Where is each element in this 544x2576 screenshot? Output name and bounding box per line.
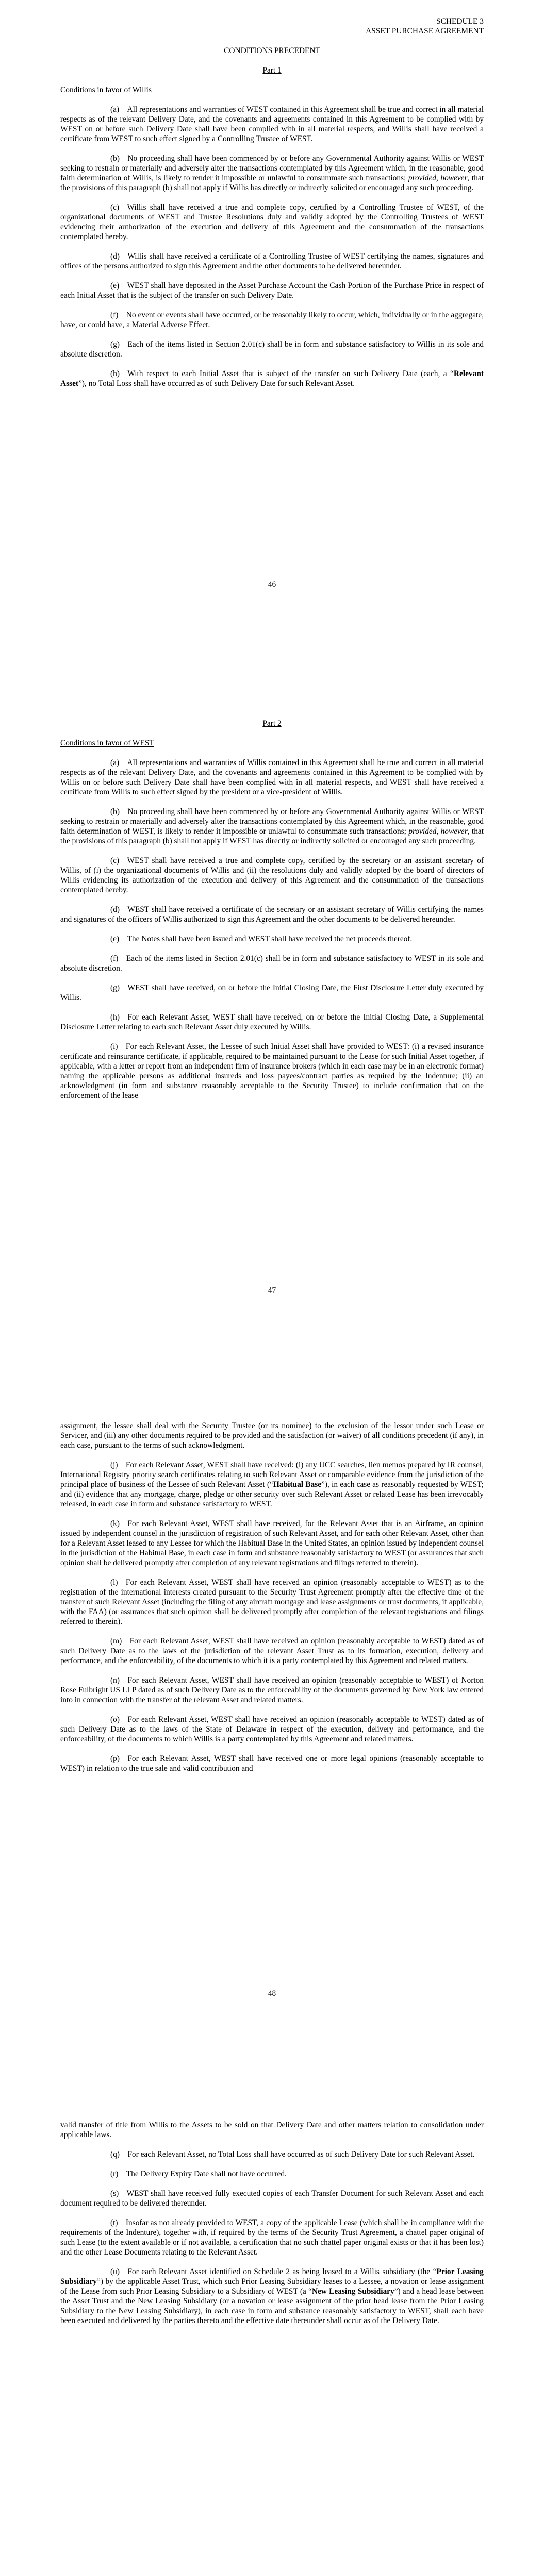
clause-b-text-end: , that the provisions of this paragraph (b) shall not apply if WEST has directly or indirectly solicited or encouraged any such proceeding. — [60, 827, 484, 845]
part2-clause-a: (a) All representations and warranties of Willis contained in this Agreement shall be true and correct in all material respects as of the relevant Delivery Date, and the covenants and agreements contained in this Agreement to be complied with by Willis on or before such Delivery Date shall have been complied with in all material respects, and WEST shall have received a certificate from Willis to such effect signed by the president or a vice-president of Willis. — [60, 758, 484, 796]
part2-clause-t: (t) Insofar as not already provided to WEST, a copy of the applicable Lease (which shall be in compliance with the requirements of the Indenture), together with, if required by the terms of the Security Trust Agreement, a chattel paper original of such Lease (to the extent available or if not available, a certification that no such chattel paper original exists or that it has been lost) and the other Lease Documents relating to the Relevant Asset. — [60, 2218, 484, 2257]
clause-b-text-end: , that the provisions of this paragraph (b) shall not apply if Willis has directly or indirectly solicited or encouraged any such proceeding. — [60, 174, 484, 192]
part1-clause-b — [60, 154, 484, 193]
clause-b-proviso: provided, however — [408, 827, 468, 836]
part2-clause-k: (k) For each Relevant Asset, WEST shall have received, for the Relevant Asset that is an Airframe, an opinion issued by independent counsel in the jurisdiction of registration of such Relevant Asset, and for each other Relevant Asset, other than for a Relevant Asset leased to any Lessee for which the Habitual Base in the United States, an opinion issued by independent counsel in the jurisdiction of the Habitual Base, in each case in form and substance reasonably satisfactory to WEST (or assurances that such opinion shall be delivered promptly after completion of any relevant registrations and filings referred to therein). — [60, 1519, 484, 1567]
part2-clause-l: (l) For each Relevant Asset, WEST shall have received an opinion (reasonably acceptable to WEST) as to the registration of the international interests created pursuant to the Security Trust Agreement promptly after the effective time of the transfer of such Relevant Asset (including the filing of any aircraft mortgage and lease assignments or trust documents, if applicable, with the FAA) (or assurances that such opinion shall be delivered promptly after completion of the relevant registrations and filings referred to therein). — [60, 1578, 484, 1626]
page-47-body — [60, 719, 484, 1110]
part2-clause-c: (c) WEST shall have received a true and complete copy, certified by the secretary or an assistant secretary of Willis, of (i) the organizational documents of Willis and (ii) the resolutions duly and validly adopted by the board of directors of Willis evidencing its authorization of the execution and delivery of this Agreement and the consummation of the transactions contemplated hereby. — [60, 856, 484, 894]
part1-clause-d: (d) Willis shall have received a certificate of a Controlling Trustee of WEST certifying the names, signatures and offices of the persons authorized to sign this Agreement and the other documents to be delivered hereunder. — [60, 252, 484, 270]
clause-h-text: (h) With respect to each Initial Asset that is subject of the transfer on such Delivery Date (each, a “ — [110, 369, 454, 378]
page-number: 47 — [268, 1286, 276, 1295]
defined-term-habitual-base: Habitual Base — [273, 1480, 322, 1489]
part2-clause-r: (r) The Delivery Expiry Date shall not have occurred. — [110, 2170, 287, 2178]
part2-clause-o: (o) For each Relevant Asset, WEST shall have received an opinion (reasonably acceptable to WEST) dated as of such Delivery Date as to the laws of the State of Delaware in respect of the execution, delivery and performance, and the enforceability, of the documents to which Willis is a party contemplated by this Agreement and related matters. — [60, 1715, 484, 1743]
clause-u-text-end: ”) and a head lease between the Asset Trust and the New Leasing Subsidiary (or a novation or lease assignment of the prior head lease from the Prior Leasing Subsidiary to the New Leasing Subsidiary), in each case in form and substance reasonably satisfactory to WEST, shall each have been executed and delivered by the parties thereto and the effective date thereunder shall occur as of the Delivery Date. — [60, 2287, 484, 2325]
part2-clause-u — [60, 2267, 484, 2326]
part2-clause-s: (s) WEST shall have received fully executed copies of each Transfer Document for such Relevant Asset and each document required to be delivered thereunder. — [60, 2189, 484, 2208]
defined-term-prior-leasing-subsidiary: Prior Leasing Subsidiary — [60, 2267, 484, 2286]
part1-clause-c: (c) Willis shall have received a true and complete copy, certified by a Controlling Trustee of WEST, of the organizational documents of WEST and Trustee Resolutions duly and validly adopted by the Controlling Trustees of WEST evidencing their authorization of the execution and delivery of this Agreement and the consummation of the transactions contemplated hereby. — [60, 203, 484, 241]
part2-clause-g: (g) WEST shall have received, on or before the Initial Closing Date, the First Disclosure Letter duly executed by Willis. — [60, 984, 484, 1002]
clause-i-continued: assignment, the lessee shall deal with the Security Trustee (or its nominee) to the exclusion of the lessor under such Lease or Servicer, and (iii) any other documents required to be provided and the satisfaction (or waiver) of all conditions precedent (if any), in each case, pursuant to the terms of such acknowledgment. — [60, 1421, 484, 1450]
part2-clause-i: (i) For each Relevant Asset, the Lessee of such Initial Asset shall have provided to WEST: (i) a revised insurance certificate and reinsurance certificate, if applicable, required to be maintained pursuant to the Lease for such Initial Asset together, if applicable, with a letter or report from an independent firm of insurance brokers (which in each case may be in an electronic format) naming the applicable persons as additional insureds and loss payees/contract parties as required by the Indenture; (ii) an acknowledgment (in form and substance reasonably acceptable to the Security Trustee) to include confirmation that on the enforcement of the lease — [60, 1042, 484, 1100]
part1-clause-a: (a) All representations and warranties of WEST contained in this Agreement shall be true and correct in all material respects as of the relevant Delivery Date, and the covenants and agreements contained in this Agreement to be complied with by WEST on or before such Delivery Date shall have been complied with in all material respects, and Willis shall have received a certificate from WEST to such effect signed by a Controlling Trustee of WEST. — [60, 105, 484, 143]
part1-clause-h — [60, 369, 484, 388]
part2-clause-d: (d) WEST shall have received a certificate of the secretary or an assistant secretary of Willis certifying the names and signatures of the officers of Willis authorized to sign this Agreement and the other documents to be delivered hereunder. — [60, 905, 484, 924]
schedule-title: ASSET PURCHASE AGREEMENT — [366, 27, 484, 36]
part2-clause-n: (n) For each Relevant Asset, WEST shall have received an opinion (reasonably acceptable to WEST) of Norton Rose Fulbright US LLP dated as of such Delivery Date as to the enforceability of the documents governed by New York law entered into in connection with the transfer of the relevant Asset and related matters. — [60, 1676, 484, 1704]
part-2-label: Part 2 — [262, 719, 282, 728]
part-2-heading: Conditions in favor of WEST — [60, 739, 154, 748]
page-number: 46 — [268, 580, 276, 589]
page-48-body — [60, 1421, 484, 1783]
page-49-body — [60, 2120, 484, 2335]
clause-u-text-mid: ”) by the applicable Asset Trust, which such Prior Leasing Subsidiary leases to a Lessee, a novation or lease assignment of the Lease from such Prior Leasing Subsidiary to a Subsidiary of WEST (a “ — [60, 2277, 484, 2296]
schedule-label: SCHEDULE 3 — [436, 17, 484, 26]
clause-p-continued: valid transfer of title from Willis to the Assets to be sold on that Delivery Date and other matters relation to consolidation under applicable laws. — [60, 2121, 484, 2139]
part2-clause-h: (h) For each Relevant Asset, WEST shall have received, on or before the Initial Closing Date, a Supplemental Disclosure Letter relating to each such Relevant Asset duly executed by Willis. — [60, 1013, 484, 1031]
clause-u-text: (u) For each Relevant Asset identified on Schedule 2 as being leased to a Willis subsidiary (the “ — [110, 2267, 437, 2276]
part1-clause-g: (g) Each of the items listed in Section 2.01(c) shall be in form and substance satisfactory to Willis in its sole and absolute discretion. — [60, 340, 484, 359]
part2-clause-q: (q) For each Relevant Asset, no Total Loss shall have occurred as of such Delivery Date for such Relevant Asset. — [110, 2150, 475, 2159]
part-1-label: Part 1 — [262, 66, 282, 75]
clause-j-text: (j) For each Relevant Asset, WEST shall have received: (i) any UCC searches, lien memos prepared by IR counsel, International Registry priority search certificates relating to such Relevant Asset or comparable evidence from the jurisdiction of the principal place of business of the Lessee of such Relevant Asset (“ — [60, 1461, 484, 1489]
part-1-heading: Conditions in favor of Willis — [60, 86, 152, 94]
part2-clause-p: (p) For each Relevant Asset, WEST shall have received one or more legal opinions (reasonably acceptable to WEST) in relation to the true sale and valid contribution and — [60, 1754, 484, 1773]
doc-title: CONDITIONS PRECEDENT — [224, 46, 320, 55]
page-number: 48 — [268, 1989, 276, 1998]
part2-clause-b — [60, 807, 484, 846]
clause-j-text-end: ”), in each case as reasonably requested by WEST; and (ii) evidence that any mortgage, charge, pledge or other security over such Relevant Asset or related Lease has been irrevocably released, in each case in form and substance satisfactory to WEST. — [60, 1480, 484, 1509]
defined-term-relevant-asset: Relevant Asset — [60, 369, 484, 388]
part2-clause-j — [60, 1460, 484, 1509]
clause-h-text-end: ”), no Total Loss shall have occurred as of such Delivery Date for such Relevant Asset. — [78, 379, 355, 388]
part1-clause-f: (f) No event or events shall have occurred, or be reasonably likely to occur, which, individually or in the aggregate, have, or could have, a Material Adverse Effect. — [60, 311, 484, 329]
part2-clause-e: (e) The Notes shall have been issued and WEST shall have received the net proceeds thereof. — [110, 935, 413, 943]
clause-b-text: (b) No proceeding shall have been commenced by or before any Governmental Authority against Willis or WEST seeking to restrain or materially and adversely alter the transactions contemplated by this Agreement which, in the reasonable, good faith determination of WEST, is likely to render it impossible or unlawful to consummate such transactions; — [60, 807, 484, 836]
part2-clause-f: (f) Each of the items listed in Section 2.01(c) shall be in form and substance satisfactory to WEST in its sole and absolute discretion. — [60, 954, 484, 973]
page-46-body — [60, 16, 484, 398]
clause-b-proviso: provided, however — [408, 174, 468, 182]
part2-clause-m: (m) For each Relevant Asset, WEST shall have received an opinion (reasonably acceptable to WEST) dated as of such Delivery Date as to the laws of the jurisdiction of the relevant Asset Trust as to its formation, execution, delivery and performance, and the enforceability, of the documents to which it is a party contemplated by this Agreement and related matters. — [60, 1637, 484, 1665]
clause-b-text: (b) No proceeding shall have been commenced by or before any Governmental Authority against Willis or WEST seeking to restrain or materially and adversely alter the transactions contemplated by this Agreement which, in the reasonable, good faith determination of Willis, is likely to render it impossible or unlawful to consummate such transactions; — [60, 154, 484, 182]
part1-clause-e: (e) WEST shall have deposited in the Asset Purchase Account the Cash Portion of the Purchase Price in respect of each Initial Asset that is the subject of the transfer on such Delivery Date. — [60, 281, 484, 300]
defined-term-new-leasing-subsidiary: New Leasing Subsidiary — [311, 2287, 394, 2296]
